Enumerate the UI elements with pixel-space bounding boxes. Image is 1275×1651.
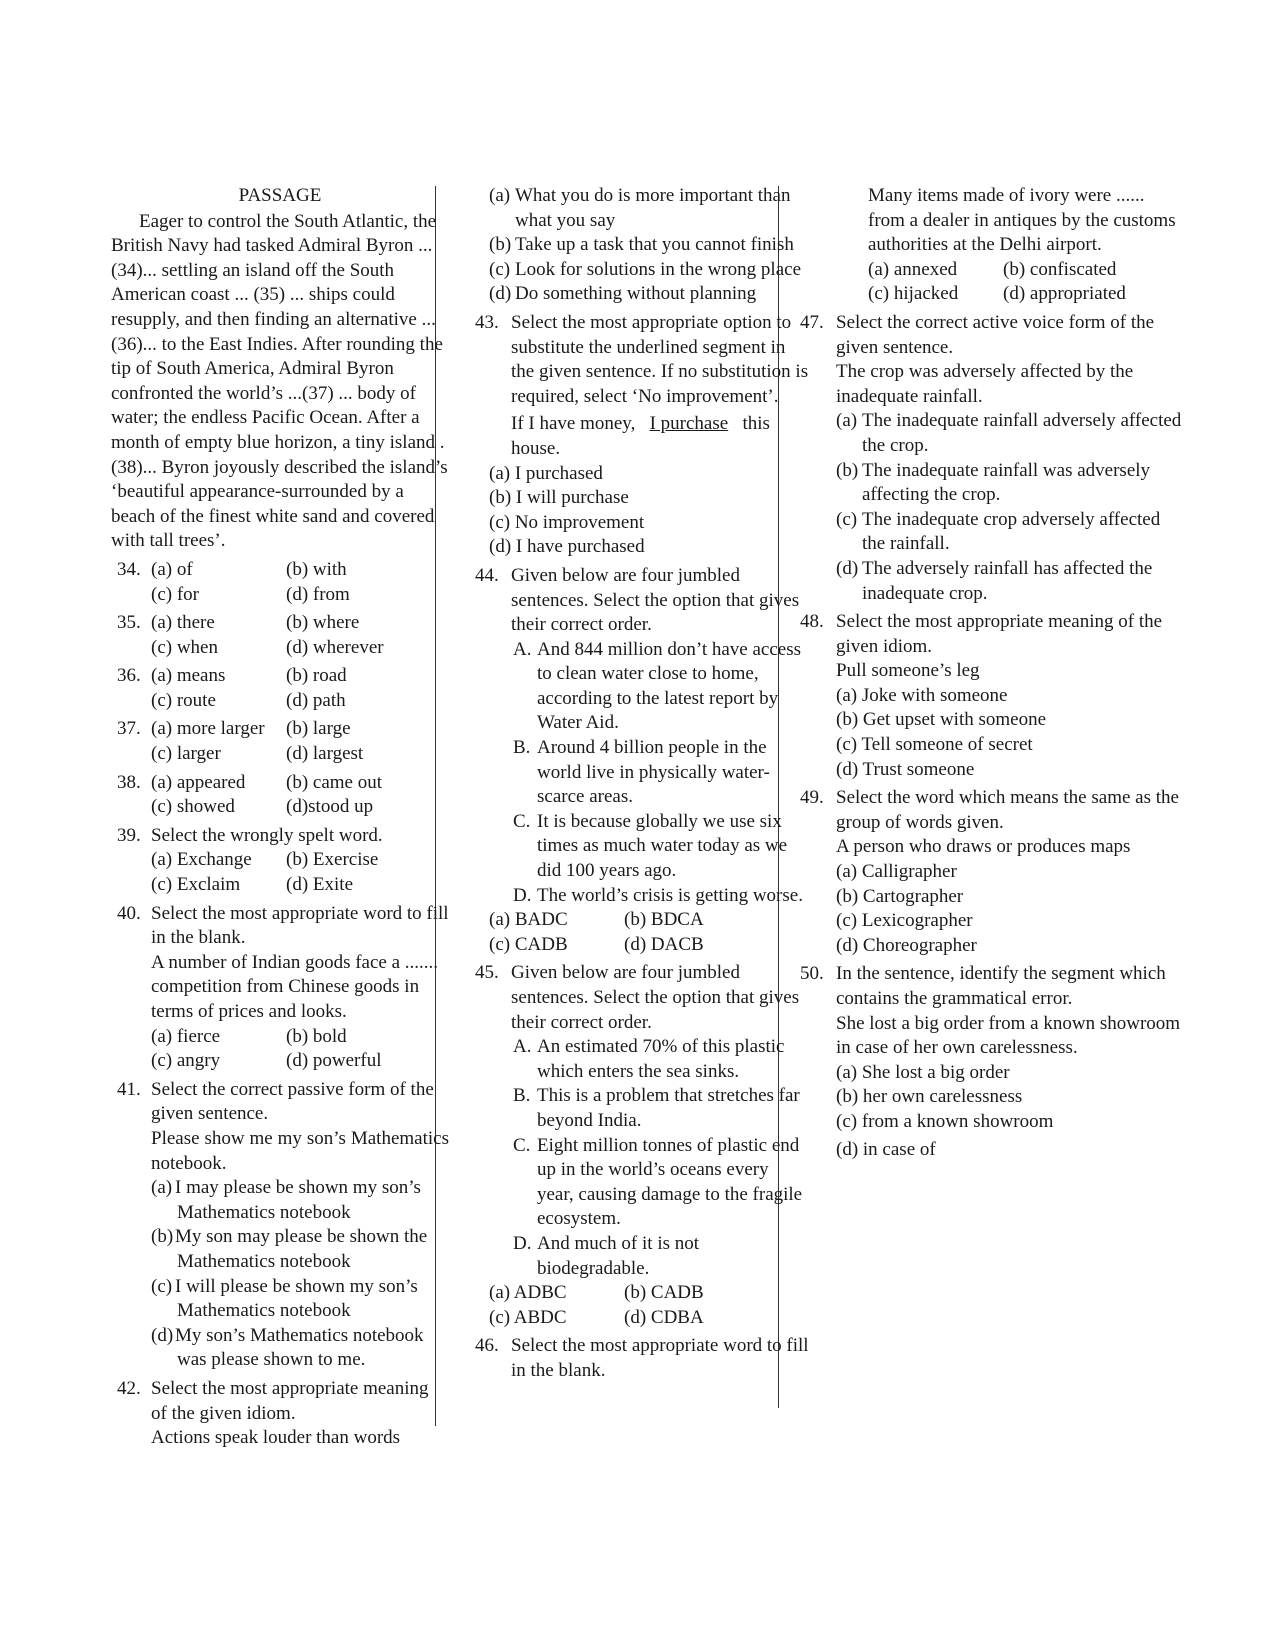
question-sentence: Many items made of ivory were ...... from a dealer in antiques by the customs authorities at the Delhi airport. — [868, 185, 1176, 256]
sentence-D: D. And much of it is not biodegradable. — [513, 1232, 700, 1279]
option-d: (d) appropriated — [1003, 283, 1126, 305]
option-a: (a) appeared — [151, 771, 246, 793]
option-d: (d) Trust someone — [836, 758, 975, 780]
option-a: (a) The inadequate rainfall adversely affected the crop. — [836, 410, 1182, 456]
option-b: (b) confiscated — [1003, 258, 1117, 280]
option-c: (c) Tell someone of secret — [836, 734, 1033, 756]
option-c: (c) from a known showroom — [836, 1110, 1054, 1132]
question-50 — [800, 962, 1184, 1162]
sentence-D: D. The world’s crisis is getting worse. — [513, 884, 803, 906]
option-b: (b) came out — [286, 771, 383, 793]
option-a: (a) I purchased — [489, 462, 603, 484]
option-a: (a) Calligrapher — [836, 861, 957, 883]
option-d: (d) wherever — [286, 636, 384, 658]
option-d: (d)stood up — [286, 796, 374, 818]
question-44 — [475, 564, 810, 958]
question-text: Select the word which means the same as the group of words given. — [836, 787, 1179, 833]
question-number: 48. — [800, 611, 824, 633]
question-number: 50. — [800, 963, 824, 985]
option-c: (c) angry — [151, 1050, 221, 1072]
column-1 — [111, 184, 449, 1451]
option-a: (a) fierce — [151, 1025, 221, 1047]
option-d: (d) Do something without planning — [489, 283, 757, 305]
option-b: (b) large — [286, 718, 351, 740]
option-b: (b) CADB — [624, 1282, 704, 1304]
question-text: Select the most appropriate meaning of the given idiom. — [151, 1377, 429, 1424]
option-a: (a) ADBC — [489, 1282, 567, 1304]
option-b: (b) Cartographer — [836, 885, 964, 907]
option-d: (d) Choreographer — [836, 934, 977, 956]
idiom: Actions speak louder than words — [151, 1427, 401, 1449]
option-a: (a) means — [151, 665, 226, 687]
option-c: (c) No improvement — [489, 511, 645, 533]
option-a: (a) there — [151, 612, 215, 634]
question-sentence: She lost a big order from a known showroom in case of her own carelessness. — [836, 1012, 1181, 1059]
sentence-A: A. And 844 million don’t have access to clean water close to home, according to the latest report by Water Aid. — [513, 638, 802, 734]
option-c: (c) route — [151, 689, 216, 711]
question-text: In the sentence, identify the segment which contains the grammatical error. — [836, 963, 1166, 1009]
option-d: (d) I have purchased — [489, 536, 645, 558]
option-a: (a) She lost a big order — [836, 1061, 1010, 1083]
phrase: A person who draws or produces maps — [836, 836, 1131, 858]
option-c: (c) CADB — [489, 933, 568, 955]
option-d: (d) largest — [286, 743, 364, 765]
option-c: (c) The inadequate crop adversely affected the rainfall. — [836, 508, 1161, 555]
underlined-segment: I purchase — [649, 413, 729, 435]
option-c: (c) ABDC — [489, 1306, 567, 1328]
sentence-C: C. Eight million tonnes of plastic end up in the world’s oceans every year, causing damage to the fragile ecosystem. — [513, 1134, 803, 1230]
option-d: (d) DACB — [624, 933, 704, 955]
column-3 — [800, 184, 1184, 1162]
question-number: 38. — [117, 771, 141, 793]
question-number: 46. — [475, 1335, 499, 1357]
option-a: (a) more larger — [151, 718, 265, 740]
option-b: (b) with — [286, 558, 347, 580]
option-b: (b) Exercise — [286, 849, 379, 871]
option-b: (b) bold — [286, 1025, 347, 1047]
question-34 — [111, 558, 449, 607]
question-sentence: A number of Indian goods face a ....... competition from Chinese goods in terms of prices and looks. — [151, 951, 439, 1022]
question-42-options — [489, 184, 810, 307]
option-b: (b)My son may please be shown the Mathematics notebook — [151, 1226, 428, 1272]
question-40 — [111, 902, 449, 1074]
option-d: (d) Exite — [286, 874, 354, 896]
question-number: 41. — [117, 1078, 141, 1100]
sentence-A: A. An estimated 70% of this plastic which enters the sea sinks. — [513, 1036, 785, 1082]
option-d: (d) The adversely rainfall has affected the inadequate crop. — [836, 557, 1153, 604]
question-45 — [475, 961, 810, 1330]
question-text: Select the most appropriate meaning of the given idiom. — [836, 611, 1163, 657]
question-35 — [111, 611, 449, 660]
question-number: 39. — [117, 824, 141, 846]
option-c: (c) hijacked — [868, 283, 959, 305]
question-39 — [111, 824, 449, 898]
option-a: (a) annexed — [868, 258, 958, 280]
option-a: (a) What you do is more important than what you say — [489, 185, 791, 231]
option-a: (a) Exchange — [151, 849, 252, 871]
question-text: Select the correct passive form of the given sentence. — [151, 1078, 434, 1125]
option-c: (c) larger — [151, 743, 221, 765]
option-d: (d) CDBA — [624, 1306, 704, 1328]
option-d: (d) from — [286, 583, 350, 605]
option-d: (d) powerful — [286, 1050, 382, 1072]
question-text: Select the correct active voice form of the given sentence. — [836, 311, 1155, 358]
passage-heading: PASSAGE — [238, 185, 322, 206]
question-sentence: If I have money, I purchase this house. — [511, 413, 770, 459]
question-text: Select the most appropriate option to substitute the underlined segment in the given sentence. If no substitution is required, select ‘No improvement’. — [511, 311, 809, 407]
question-46-continued — [868, 184, 1184, 258]
question-text: Select the wrongly spelt word. — [151, 824, 383, 846]
question-37 — [111, 717, 449, 766]
question-49 — [800, 786, 1184, 958]
option-c: (c) Look for solutions in the wrong place — [489, 258, 802, 280]
question-text: Select the most appropriate word to fill in the blank. — [511, 1335, 809, 1381]
question-41 — [111, 1078, 449, 1373]
question-number: 36. — [117, 665, 141, 687]
question-number: 49. — [800, 787, 824, 809]
question-number: 44. — [475, 564, 499, 586]
question-number: 35. — [117, 612, 141, 634]
question-sentence: The crop was adversely affected by the inadequate rainfall. — [836, 361, 1134, 407]
question-38 — [111, 771, 449, 820]
option-b: (b) her own carelessness — [836, 1086, 1023, 1108]
question-text: Select the most appropriate word to fill in the blank. — [151, 902, 449, 949]
question-36 — [111, 664, 449, 713]
passage-text: Eager to control the South Atlantic, the British Navy had tasked Admiral Byron ...(34)... settling an island off the South American coast ... (35) ... ships could resupply, and then finding an alternative ... (36)... to the East Indies. After rounding the tip of South America, Admiral Byron confronted the world’s ...(37) ... body of water; the endless Pacific Ocean. After a month of empty blue horizon, a tiny island .(38)... Byron joyously described the island’s ‘beautiful appearance-surrounded by a beach of the finest white sand and covered with tall trees’. — [111, 210, 448, 552]
idiom: Pull someone’s leg — [836, 660, 980, 682]
option-d: (d) path — [286, 689, 346, 711]
question-46 — [475, 1334, 810, 1383]
question-number: 47. — [800, 311, 824, 333]
question-number: 43. — [475, 311, 499, 333]
option-c: (c) I will please be shown my son’s Mathematics notebook — [151, 1275, 418, 1322]
option-c: (c) for — [151, 583, 199, 605]
column-2 — [475, 184, 810, 1384]
option-b: (b) I will purchase — [489, 487, 629, 509]
sentence-B: B. This is a problem that stretches far beyond India. — [513, 1085, 800, 1131]
option-a: (a) I may please be shown my son’s Mathematics notebook — [151, 1177, 421, 1223]
option-c: (c) when — [151, 636, 218, 658]
question-42 — [111, 1377, 449, 1451]
option-a: (a) BADC — [489, 909, 568, 931]
option-b: (b) The inadequate rainfall was adversely affecting the crop. — [836, 459, 1151, 506]
question-number: 40. — [117, 902, 141, 924]
question-number: 37. — [117, 718, 141, 740]
sentence-B: B. Around 4 billion people in the world live in physically water-scarce areas. — [513, 737, 770, 808]
option-c: (c) Exclaim — [151, 874, 241, 896]
question-text: Given below are four jumbled sentences. Select the option that gives their correct order. — [511, 564, 800, 636]
option-d: (d) in case of — [836, 1138, 936, 1160]
option-b: (b) BDCA — [624, 909, 704, 931]
option-a: (a) Joke with someone — [836, 684, 1008, 706]
question-number: 34. — [117, 558, 141, 580]
option-a: (a) of — [151, 558, 193, 580]
option-b: (b) road — [286, 665, 347, 687]
question-47 — [800, 311, 1184, 606]
question-48 — [800, 610, 1184, 782]
option-c: (c) showed — [151, 796, 235, 818]
sentence-C: C. It is because globally we use six times as much water today as we did 100 years ago. — [513, 810, 788, 882]
question-text: Given below are four jumbled sentences. Select the option that gives their correct order. — [511, 962, 800, 1033]
question-number: 42. — [117, 1377, 141, 1399]
option-b: (b) Get upset with someone — [836, 709, 1047, 731]
option-b: (b) where — [286, 612, 360, 634]
question-number: 45. — [475, 962, 499, 984]
option-d: (d)My son’s Mathematics notebook was please shown to me. — [151, 1324, 424, 1371]
question-sentence: Please show me my son’s Mathematics notebook. — [151, 1127, 449, 1174]
option-b: (b) Take up a task that you cannot finish — [489, 234, 794, 256]
question-43 — [475, 311, 810, 560]
option-c: (c) Lexicographer — [836, 910, 973, 932]
